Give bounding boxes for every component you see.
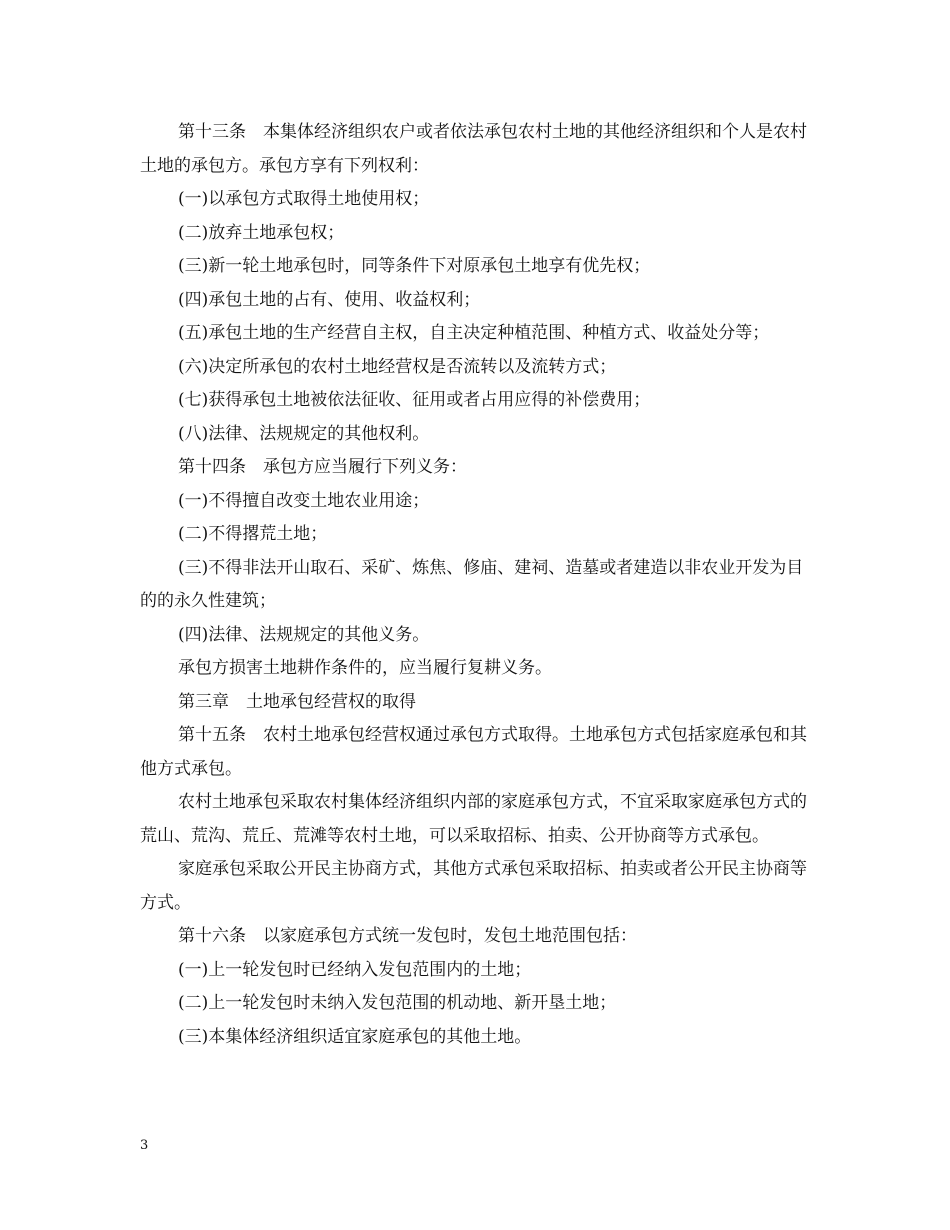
paragraph: (一)上一轮发包时已经纳入发包范围内的土地；	[178, 959, 532, 980]
paragraph: 承包方损害土地耕作条件的，应当履行复耕义务。	[178, 658, 552, 678]
paragraph: (二)放弃土地承包权；	[178, 222, 345, 243]
paragraph: 第十三条 本集体经济组织农户或者依法承包农村土地的其他经济组织和个人是农村土地的承包方。承包方享有下列权利：	[140, 122, 807, 176]
paragraph: (四)法律、法规规定的其他义务。	[178, 624, 430, 645]
chapter-heading: 第三章 土地承包经营权的取得	[178, 691, 416, 712]
document-body	[140, 116, 820, 1054]
paragraph: (三)新一轮土地承包时，同等条件下对原承包土地享有优先权；	[178, 256, 651, 276]
paragraph: (五)承包土地的生产经营自主权，自主决定种植范围、种植方式、收益处分等；	[178, 323, 770, 343]
paragraph: (一)以承包方式取得土地使用权；	[178, 189, 430, 209]
paragraph: (八)法律、法规规定的其他权利。	[178, 423, 430, 444]
paragraph: 第十四条 承包方应当履行下列义务：	[178, 457, 467, 477]
paragraph: (七)获得承包土地被依法征收、征用或者占用应得的补偿费用；	[178, 390, 651, 410]
page-number: 3	[140, 1138, 149, 1153]
paragraph: (二)不得撂荒土地；	[178, 524, 328, 544]
paragraph: 农村土地承包采取农村集体经济组织内部的家庭承包方式，不宜采取家庭承包方式的荒山、荒沟、荒丘、荒滩等农村土地，可以采取招标、拍卖、公开协商等方式承包。	[140, 792, 807, 846]
paragraph: (四)承包土地的占有、使用、收益权利；	[178, 289, 481, 310]
paragraph: (六)决定所承包的农村土地经营权是否流转以及流转方式；	[178, 356, 617, 377]
paragraph: 家庭承包采取公开民主协商方式，其他方式承包采取招标、拍卖或者公开民主协商等方式。	[140, 859, 807, 913]
paragraph: 第十六条 以家庭承包方式统一发包时，发包土地范围包括：	[178, 926, 637, 946]
paragraph: (三)本集体经济组织适宜家庭承包的其他土地。	[178, 1026, 532, 1047]
paragraph: (二)上一轮发包时未纳入发包范围的机动地、新开垦土地；	[178, 993, 617, 1013]
paragraph: (三)不得非法开山取石、采矿、炼焦、修庙、建祠、造墓或者建造以非农业开发为目的的永久性建筑；	[140, 557, 804, 611]
paragraph: 第十五条 农村土地承包经营权通过承包方式取得。土地承包方式包括家庭承包和其他方式承包。	[140, 725, 807, 779]
paragraph: (一)不得擅自改变土地农业用途；	[178, 490, 430, 511]
